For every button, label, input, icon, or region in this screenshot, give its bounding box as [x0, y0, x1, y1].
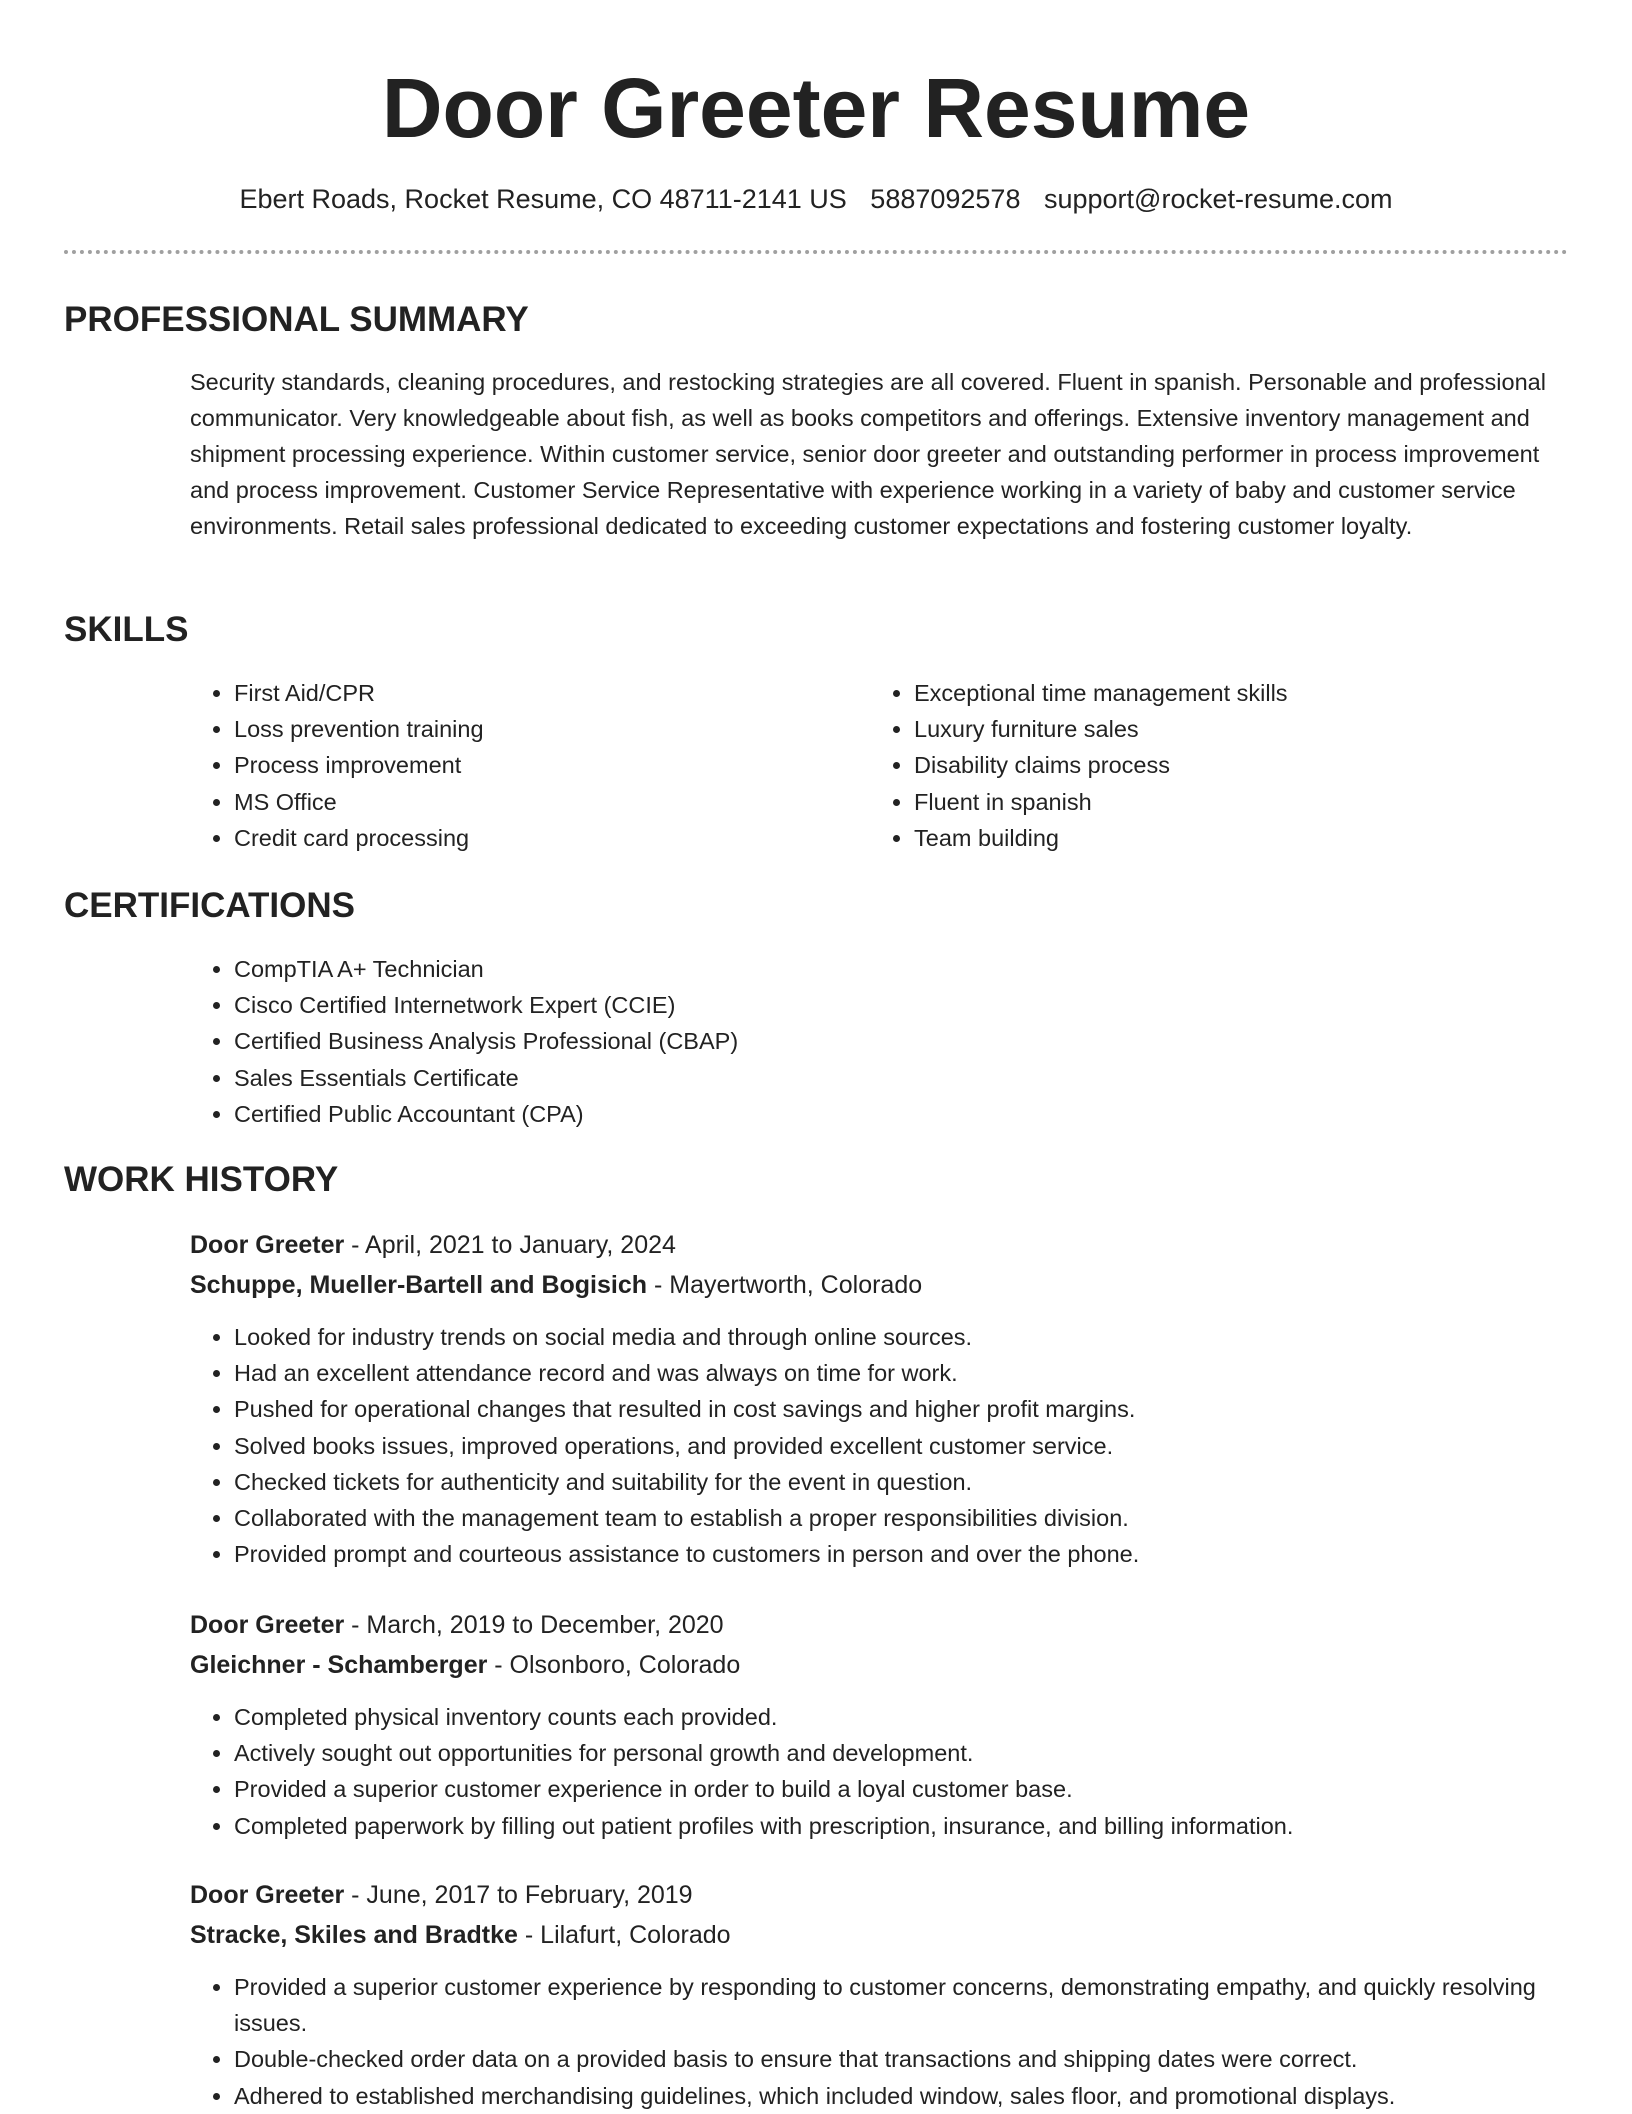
job-title-line	[190, 1878, 693, 1912]
skill-item: • Disability claims process	[914, 747, 1594, 783]
certification-item: • Certified Business Analysis Professional (CBAP)	[234, 1023, 1534, 1059]
job-role: Door Greeter	[190, 1611, 345, 1639]
skill-item: • Process improvement	[234, 747, 854, 783]
job-company: Schuppe, Mueller-Bartell and Bogisich	[190, 1271, 648, 1299]
certification-item: • Cisco Certified Internetwork Expert (CCIE)	[234, 987, 1534, 1023]
job-location: - Mayertworth, Colorado	[647, 1271, 923, 1299]
job-bullets	[190, 1969, 1614, 2114]
contact-address: Ebert Roads, Rocket Resume, CO 48711-2141 US	[239, 184, 847, 214]
section-title-work-history: WORK HISTORY	[64, 1160, 339, 1199]
skill-item: • Loss prevention training	[234, 711, 854, 747]
job-bullet: • Had an excellent attendance record and was always on time for work.	[234, 1355, 1614, 1391]
skill-item: • First Aid/CPR	[234, 675, 854, 711]
job-company: Gleichner - Schamberger	[190, 1651, 488, 1679]
job-bullet: • Collaborated with the management team to establish a proper responsibilities division.	[234, 1500, 1614, 1536]
job-bullet: • Provided a superior customer experience by responding to customer concerns, demonstrating empathy, and quickly resolving issues.	[234, 1969, 1614, 2041]
section-title-certifications: CERTIFICATIONS	[64, 886, 356, 925]
certification-item: • CompTIA A+ Technician	[234, 951, 1534, 987]
job-location: - Lilafurt, Colorado	[517, 1921, 731, 1949]
job-bullet: • Completed paperwork by filling out patient profiles with prescription, insurance, and billing information.	[234, 1808, 1614, 1844]
skills-list-left	[190, 675, 854, 856]
job-company: Stracke, Skiles and Bradtke	[190, 1921, 518, 1949]
job-bullets	[190, 1699, 1614, 1844]
header-divider	[64, 250, 1568, 254]
job-title-line	[190, 1608, 724, 1642]
certification-item: • Sales Essentials Certificate	[234, 1060, 1534, 1096]
job-bullet: • Double-checked order data on a provided basis to ensure that transactions and shipping dates were correct.	[234, 2041, 1614, 2077]
job-dates: - March, 2019 to December, 2020	[344, 1611, 724, 1639]
contact-phone: 5887092578	[870, 184, 1021, 214]
job-dates: - June, 2017 to February, 2019	[344, 1881, 693, 1909]
job-bullet: • Checked tickets for authenticity and suitability for the event in question.	[234, 1464, 1614, 1500]
skill-item: • Credit card processing	[234, 820, 854, 856]
job-bullet: • Solved books issues, improved operations, and provided excellent customer service.	[234, 1428, 1614, 1464]
job-bullets	[190, 1319, 1614, 1572]
job-bullet: • Provided a superior customer experience in order to build a loyal customer base.	[234, 1771, 1614, 1807]
skill-item: • MS Office	[234, 784, 854, 820]
job-role: Door Greeter	[190, 1231, 345, 1259]
job-role: Door Greeter	[190, 1881, 345, 1909]
certification-item: • Certified Public Accountant (CPA)	[234, 1096, 1534, 1132]
section-title-skills: SKILLS	[64, 610, 189, 649]
job-bullet: • Looked for industry trends on social media and through online sources.	[234, 1319, 1614, 1355]
job-company-line	[190, 1918, 731, 1952]
summary-text: Security standards, cleaning procedures, and restocking strategies are all covered. Fluent in spanish. Personable and professional communicator. Very knowledgeable about fish, as well as books competitors and offerings. Extensive inventory management and shipment processing experience. Within customer service, senior door greeter and outstanding performer in process improvement and process improvement. Customer Service Representative with experience working in a variety of baby and customer service environments. Retail sales professional dedicated to exceeding customer expectations and fostering customer loyalty.	[190, 369, 1546, 539]
contact-line	[0, 180, 1632, 218]
resume-title: Door Greeter Resume	[381, 61, 1251, 155]
contact-email: support@rocket-resume.com	[1043, 184, 1393, 214]
certifications-list	[190, 951, 1534, 1132]
skill-item: • Fluent in spanish	[914, 784, 1594, 820]
job-dates: - April, 2021 to January, 2024	[344, 1231, 676, 1259]
skill-item: • Team building	[914, 820, 1594, 856]
job-bullet: • Actively sought out opportunities for personal growth and development.	[234, 1735, 1614, 1771]
job-bullet: • Pushed for operational changes that resulted in cost savings and higher profit margins.	[234, 1391, 1614, 1427]
job-title-line	[190, 1228, 676, 1262]
section-title-summary: PROFESSIONAL SUMMARY	[64, 300, 529, 339]
job-company-line	[190, 1648, 740, 1682]
job-company-line	[190, 1268, 922, 1302]
skills-list-right	[870, 675, 1594, 856]
job-bullet: • Completed physical inventory counts each provided.	[234, 1699, 1614, 1735]
job-bullet: • Adhered to established merchandising guidelines, which included window, sales floor, and promotional displays.	[234, 2078, 1614, 2114]
skill-item: • Exceptional time management skills	[914, 675, 1594, 711]
skill-item: • Luxury furniture sales	[914, 711, 1594, 747]
job-bullet: • Provided prompt and courteous assistance to customers in person and over the phone.	[234, 1536, 1614, 1572]
job-location: - Olsonboro, Colorado	[487, 1651, 741, 1679]
